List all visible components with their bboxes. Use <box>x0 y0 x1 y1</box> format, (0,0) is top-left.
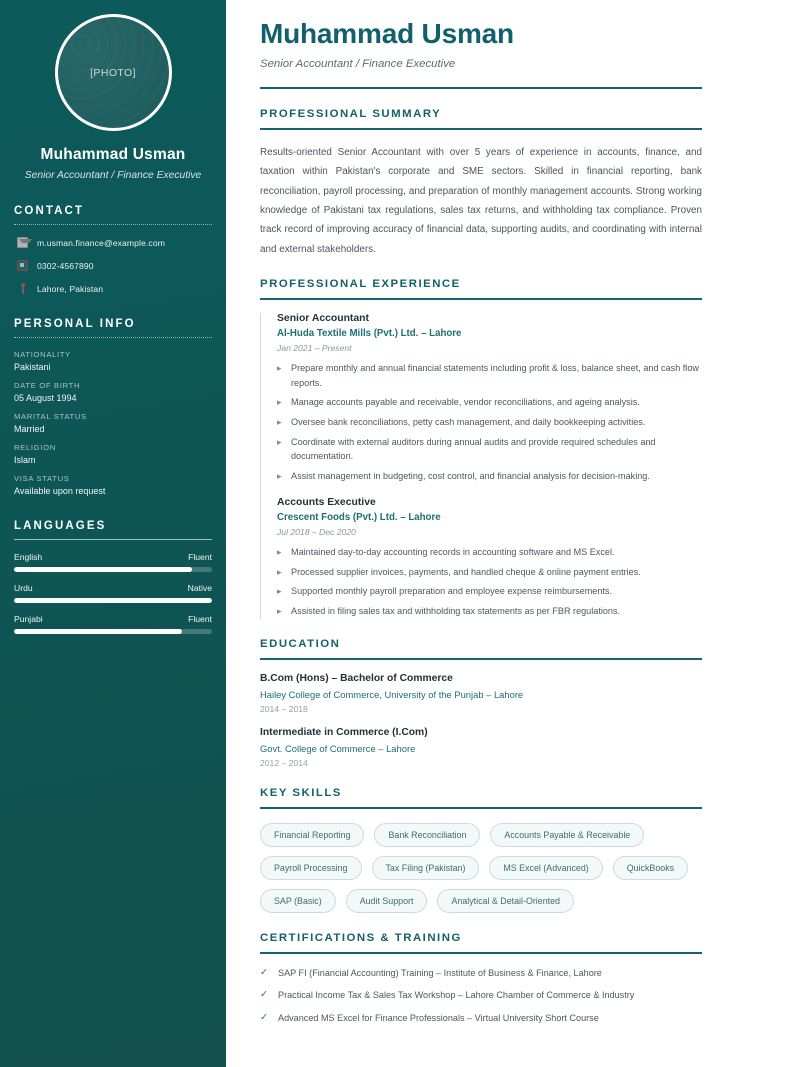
language-name: Urdu <box>14 583 33 593</box>
personal-info-label: DATE OF BIRTH <box>14 381 81 390</box>
education-item <box>260 673 702 714</box>
contact-item-location[interactable] <box>14 283 212 294</box>
experience-employer: Crescent Foods (Pvt.) Ltd. – Lahore <box>277 511 441 523</box>
language-item <box>14 552 212 572</box>
personal-info-value: Islam <box>14 455 36 465</box>
experience-bullets <box>277 545 702 619</box>
personal-info-value: Available upon request <box>14 486 106 496</box>
list-item: ▸ Oversee bank reconciliations, petty cash management, and daily bookkeeping activities. <box>277 415 702 430</box>
language-name: English <box>14 552 43 562</box>
skill-tag: Payroll Processing <box>260 856 362 880</box>
education-degree: Intermediate in Commerce (I.Com) <box>260 726 428 738</box>
sidebar-heading-contact: CONTACT <box>14 205 85 217</box>
language-progress-track <box>14 567 212 572</box>
sidebar <box>0 0 226 1067</box>
language-item <box>14 583 212 603</box>
list-item: ▸ Assisted in filing sales tax and withholding tax statements as per FBR regulations. <box>277 604 702 619</box>
skill-tag: Bank Reconciliation <box>374 823 480 847</box>
contact-item-phone[interactable] <box>14 260 212 271</box>
phone-icon <box>17 260 28 271</box>
mail-icon <box>17 237 28 248</box>
section-heading: CERTIFICATIONS & TRAINING <box>260 931 462 944</box>
list-item: ▸ Manage accounts payable and receivable, vendor reconciliations, and ageing analysis. <box>277 395 702 410</box>
section-heading: EDUCATION <box>260 637 341 650</box>
experience-employer: Al-Huda Textile Mills (Pvt.) Ltd. – Lahore <box>277 327 462 339</box>
skill-tag: QuickBooks <box>613 856 688 880</box>
section-certifications <box>260 932 702 1026</box>
skill-tag: Accounts Payable & Receivable <box>490 823 644 847</box>
education-institution: Hailey College of Commerce, University of the Punjab – Lahore <box>260 688 524 700</box>
divider <box>14 224 212 225</box>
education-years: 2012 – 2014 <box>260 757 308 768</box>
list-item: ✓ Advanced MS Excel for Finance Professionals – Virtual University Short Course <box>260 1012 702 1026</box>
experience-dates: Jan 2021 – Present <box>277 342 352 353</box>
location-pin-icon <box>17 283 28 294</box>
contact-email-value: m.usman.finance@example.com <box>37 237 165 248</box>
experience-dates: Jul 2018 – Dec 2020 <box>277 526 356 537</box>
language-level: Fluent <box>188 552 212 562</box>
language-progress-fill <box>14 598 212 603</box>
experience-job-title: Senior Accountant <box>277 312 369 324</box>
language-progress-fill <box>14 629 182 634</box>
section-professional-experience <box>260 278 702 619</box>
section-heading: PROFESSIONAL EXPERIENCE <box>260 277 461 290</box>
language-name: Punjabi <box>14 614 43 624</box>
certifications-list <box>260 967 702 1026</box>
divider <box>260 298 702 300</box>
personal-info-list <box>14 350 212 496</box>
language-level: Fluent <box>188 614 212 624</box>
page-title: Muhammad Usman <box>260 18 514 49</box>
section-heading: KEY SKILLS <box>260 786 342 799</box>
language-progress-track <box>14 629 212 634</box>
education-institution: Govt. College of Commerce – Lahore <box>260 742 416 754</box>
divider <box>260 128 702 130</box>
resume-main <box>226 0 800 1067</box>
skill-tag: Tax Filing (Pakistan) <box>372 856 480 880</box>
summary-text: Results-oriented Senior Accountant with over 5 years of experience in accounts, finance, and taxation within Pakistan's corporate and SME sectors. Skilled in financial reporting, bank reconciliation, payroll processing, and preparation of monthly management accounts. Strong working knowledge of Pakistani tax regulations, sales tax returns, and withholding tax compliance. Proven track record of improving accuracy of financial data, supporting audits, and coordinating with internal and external stakeholders. <box>260 147 702 255</box>
section-professional-summary <box>260 108 702 259</box>
list-item: ▸ Prepare monthly and annual financial statements including profit & loss, balance sheet, and cash flow reports. <box>277 361 702 390</box>
list-item: ▸ Coordinate with external auditors during annual audits and provide required schedules and documentation. <box>277 435 702 464</box>
divider <box>260 807 702 809</box>
skill-tag: Analytical & Detail-Oriented <box>437 889 574 913</box>
sidebar-heading-languages: LANGUAGES <box>14 520 107 532</box>
header-role: Senior Accountant / Finance Executive <box>260 58 456 70</box>
education-degree: B.Com (Hons) – Bachelor of Commerce <box>260 672 453 684</box>
language-progress-track <box>14 598 212 603</box>
education-item <box>260 727 702 768</box>
list-item: ▸ Processed supplier invoices, payments, and handled cheque & online payment entries. <box>277 565 702 580</box>
divider <box>260 658 702 660</box>
list-item: ▸ Maintained day-to-day accounting records in accounting software and MS Excel. <box>277 545 702 560</box>
sidebar-name: Muhammad Usman <box>40 146 186 163</box>
personal-info-value: Pakistani <box>14 362 51 372</box>
section-heading: PROFESSIONAL SUMMARY <box>260 108 442 120</box>
divider <box>14 337 212 338</box>
skill-tag: SAP (Basic) <box>260 889 336 913</box>
personal-info-label: NATIONALITY <box>14 350 71 359</box>
avatar <box>55 14 172 131</box>
education-years: 2014 – 2018 <box>260 703 308 714</box>
experience-list <box>260 313 702 619</box>
personal-info-value: Married <box>14 424 45 434</box>
experience-job-title: Accounts Executive <box>277 496 376 508</box>
language-item <box>14 614 212 634</box>
skill-tag: Financial Reporting <box>260 823 364 847</box>
personal-info-value: 05 August 1994 <box>14 393 77 403</box>
personal-info-label: RELIGION <box>14 443 56 452</box>
sidebar-heading-personal-info: PERSONAL INFO <box>14 318 136 330</box>
experience-bullets <box>277 361 702 484</box>
section-key-skills <box>260 787 702 913</box>
skill-tag: MS Excel (Advanced) <box>489 856 602 880</box>
language-progress-fill <box>14 567 192 572</box>
contact-phone-value: 0302-4567890 <box>37 260 94 271</box>
list-item: ✓ SAP FI (Financial Accounting) Training – Institute of Business & Finance, Lahore <box>260 967 702 981</box>
experience-item <box>277 497 702 619</box>
list-item: ✓ Practical Income Tax & Sales Tax Workshop – Lahore Chamber of Commerce & Industry <box>260 989 702 1003</box>
sidebar-role: Senior Accountant / Finance Executive <box>24 170 202 181</box>
list-item: ▸ Assist management in budgeting, cost control, and financial analysis for decision-making. <box>277 469 702 484</box>
list-item: ▸ Supported monthly payroll preparation and employee expense reimbursements. <box>277 584 702 599</box>
skill-tag: Audit Support <box>346 889 428 913</box>
personal-info-label: MARITAL STATUS <box>14 412 87 421</box>
personal-info-label: VISA STATUS <box>14 474 70 483</box>
divider <box>14 539 212 540</box>
language-level: Native <box>187 583 212 593</box>
skills-list <box>260 823 702 913</box>
experience-item <box>277 313 702 484</box>
divider <box>260 87 702 89</box>
avatar-wrapper <box>14 14 212 131</box>
avatar-placeholder-label: [PHOTO] <box>90 66 136 79</box>
section-education <box>260 638 702 768</box>
contact-item-email[interactable] <box>14 237 212 248</box>
contact-location-value: Lahore, Pakistan <box>37 283 104 294</box>
divider <box>260 952 702 954</box>
